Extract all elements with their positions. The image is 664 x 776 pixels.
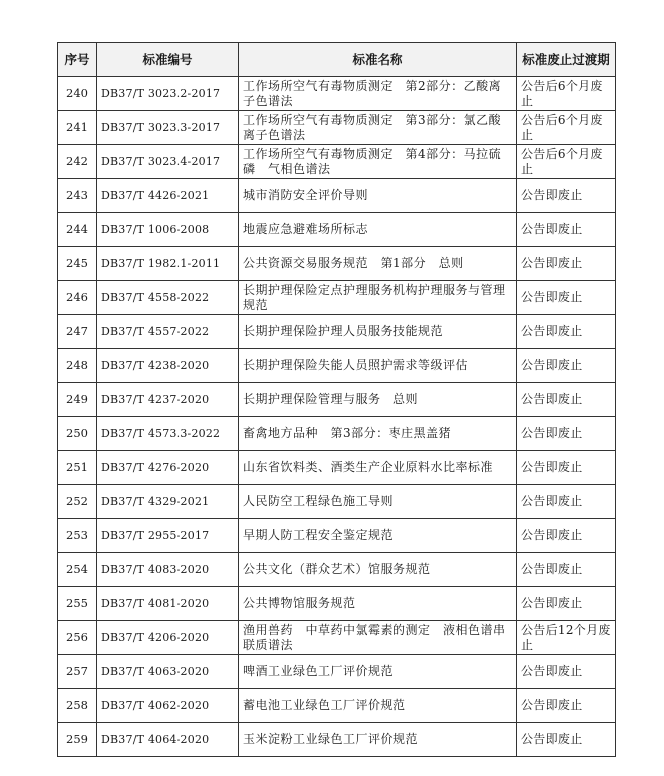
cell-period: 公告即废止 [517, 689, 616, 723]
header-code: 标准编号 [97, 43, 239, 77]
cell-no: 257 [58, 655, 97, 689]
cell-code: DB37/T 4063-2020 [97, 655, 239, 689]
cell-no: 246 [58, 281, 97, 315]
cell-no: 243 [58, 179, 97, 213]
cell-code: DB37/T 4573.3-2022 [97, 417, 239, 451]
table-row [58, 179, 616, 213]
table-row [58, 485, 616, 519]
cell-no: 241 [58, 111, 97, 145]
cell-code: DB37/T 4557-2022 [97, 315, 239, 349]
cell-no: 242 [58, 145, 97, 179]
cell-period: 公告即废止 [517, 383, 616, 417]
table-row [58, 281, 616, 315]
cell-period: 公告即废止 [517, 315, 616, 349]
cell-no: 248 [58, 349, 97, 383]
table-row [58, 689, 616, 723]
table-row [58, 145, 616, 179]
cell-name: 长期护理保险管理与服务 总则 [239, 383, 517, 417]
header-name: 标准名称 [239, 43, 517, 77]
cell-code: DB37/T 4206-2020 [97, 621, 239, 655]
cell-name: 工作场所空气有毒物质测定 第2部分：乙酸离子色谱法 [239, 77, 517, 111]
cell-code: DB37/T 4276-2020 [97, 451, 239, 485]
table-body [58, 77, 616, 757]
cell-code: DB37/T 4081-2020 [97, 587, 239, 621]
cell-code: DB37/T 4062-2020 [97, 689, 239, 723]
table-row [58, 655, 616, 689]
cell-code: DB37/T 4237-2020 [97, 383, 239, 417]
cell-name: 长期护理保险定点护理服务机构护理服务与管理规范 [239, 281, 517, 315]
cell-name: 公共文化（群众艺术）馆服务规范 [239, 553, 517, 587]
cell-name: 公共博物馆服务规范 [239, 587, 517, 621]
cell-code: DB37/T 2955-2017 [97, 519, 239, 553]
table-row [58, 111, 616, 145]
cell-no: 254 [58, 553, 97, 587]
table-header-row [58, 43, 616, 77]
cell-no: 245 [58, 247, 97, 281]
cell-name: 工作场所空气有毒物质测定 第4部分：马拉硫磷 气相色谱法 [239, 145, 517, 179]
cell-period: 公告即废止 [517, 553, 616, 587]
cell-code: DB37/T 4329-2021 [97, 485, 239, 519]
cell-no: 249 [58, 383, 97, 417]
table-row [58, 349, 616, 383]
table-row [58, 519, 616, 553]
cell-period: 公告即废止 [517, 451, 616, 485]
cell-period: 公告即废止 [517, 349, 616, 383]
table-row [58, 451, 616, 485]
cell-no: 251 [58, 451, 97, 485]
cell-name: 城市消防安全评价导则 [239, 179, 517, 213]
cell-no: 253 [58, 519, 97, 553]
cell-no: 259 [58, 723, 97, 757]
cell-period: 公告后6个月废止 [517, 77, 616, 111]
cell-code: DB37/T 3023.4-2017 [97, 145, 239, 179]
cell-no: 244 [58, 213, 97, 247]
cell-period: 公告即废止 [517, 179, 616, 213]
table-row [58, 77, 616, 111]
cell-code: DB37/T 1006-2008 [97, 213, 239, 247]
table-row [58, 621, 616, 655]
header-no: 序号 [58, 43, 97, 77]
cell-period: 公告即废止 [517, 655, 616, 689]
cell-name: 玉米淀粉工业绿色工厂评价规范 [239, 723, 517, 757]
cell-code: DB37/T 4426-2021 [97, 179, 239, 213]
cell-no: 258 [58, 689, 97, 723]
cell-name: 地震应急避难场所标志 [239, 213, 517, 247]
cell-period: 公告后6个月废止 [517, 145, 616, 179]
cell-no: 255 [58, 587, 97, 621]
cell-no: 247 [58, 315, 97, 349]
table-row [58, 417, 616, 451]
table-row [58, 213, 616, 247]
cell-period: 公告即废止 [517, 281, 616, 315]
cell-name: 渔用兽药 中草药中氯霉素的测定 液相色谱串联质谱法 [239, 621, 517, 655]
cell-name: 蓄电池工业绿色工厂评价规范 [239, 689, 517, 723]
table-row [58, 315, 616, 349]
cell-no: 252 [58, 485, 97, 519]
cell-code: DB37/T 3023.2-2017 [97, 77, 239, 111]
table-row [58, 723, 616, 757]
cell-no: 256 [58, 621, 97, 655]
cell-name: 长期护理保险护理人员服务技能规范 [239, 315, 517, 349]
table-row [58, 247, 616, 281]
standards-table [57, 42, 616, 757]
cell-period: 公告即废止 [517, 213, 616, 247]
table-row [58, 587, 616, 621]
cell-code: DB37/T 4083-2020 [97, 553, 239, 587]
cell-code: DB37/T 3023.3-2017 [97, 111, 239, 145]
cell-name: 早期人防工程安全鉴定规范 [239, 519, 517, 553]
cell-name: 啤酒工业绿色工厂评价规范 [239, 655, 517, 689]
cell-period: 公告即废止 [517, 587, 616, 621]
table-row [58, 553, 616, 587]
cell-period: 公告即废止 [517, 417, 616, 451]
cell-period: 公告后12个月废止 [517, 621, 616, 655]
cell-period: 公告即废止 [517, 519, 616, 553]
cell-code: DB37/T 4064-2020 [97, 723, 239, 757]
cell-period: 公告即废止 [517, 723, 616, 757]
cell-name: 长期护理保险失能人员照护需求等级评估 [239, 349, 517, 383]
cell-name: 工作场所空气有毒物质测定 第3部分：氯乙酸离子色谱法 [239, 111, 517, 145]
cell-name: 山东省饮料类、酒类生产企业原料水比率标准 [239, 451, 517, 485]
cell-name: 人民防空工程绿色施工导则 [239, 485, 517, 519]
cell-period: 公告后6个月废止 [517, 111, 616, 145]
cell-no: 250 [58, 417, 97, 451]
cell-name: 公共资源交易服务规范 第1部分 总则 [239, 247, 517, 281]
cell-code: DB37/T 4558-2022 [97, 281, 239, 315]
cell-period: 公告即废止 [517, 247, 616, 281]
table-row [58, 383, 616, 417]
header-period: 标准废止过渡期 [517, 43, 616, 77]
cell-no: 240 [58, 77, 97, 111]
cell-code: DB37/T 4238-2020 [97, 349, 239, 383]
cell-code: DB37/T 1982.1-2011 [97, 247, 239, 281]
cell-name: 畜禽地方品种 第3部分：枣庄黑盖猪 [239, 417, 517, 451]
cell-period: 公告即废止 [517, 485, 616, 519]
